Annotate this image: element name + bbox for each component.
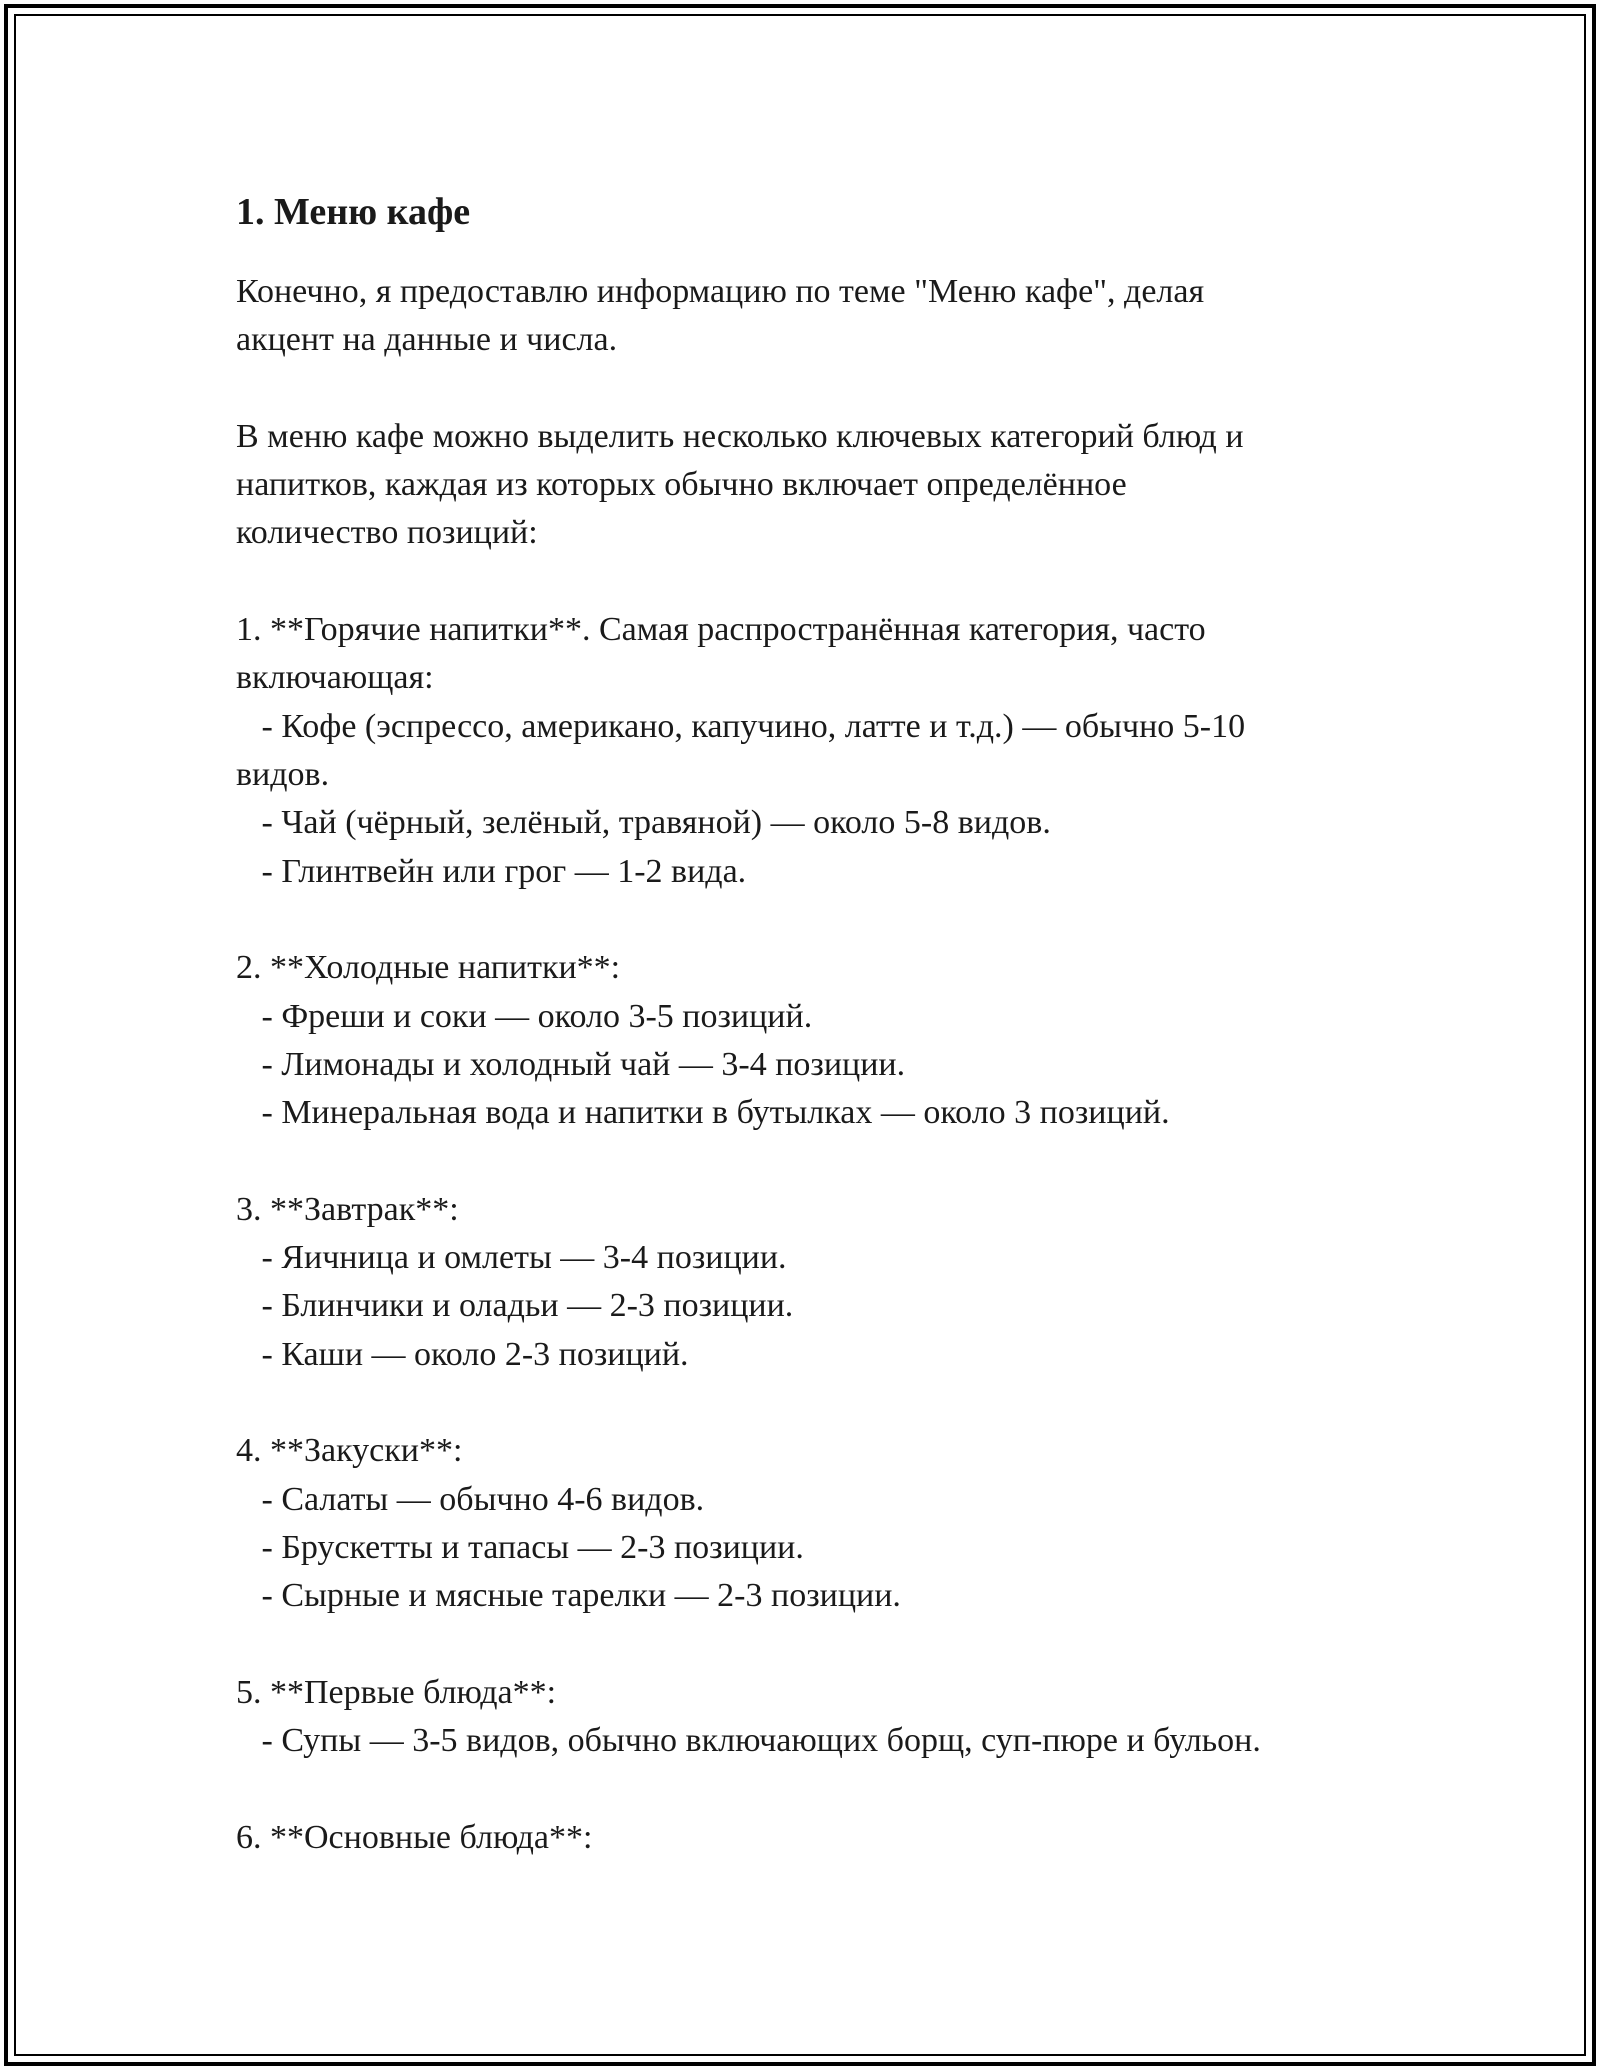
section-heading: 4. **Закуски**:: [236, 1432, 463, 1469]
intro-line: Конечно, я предоставлю информацию по теме "Меню кафе", делая: [236, 273, 1205, 310]
list-item: - Минеральная вода и напитки в бутылках — около 3 позиций.: [236, 1094, 1170, 1131]
document-title: 1. Меню кафе: [236, 191, 471, 233]
list-item: - Чай (чёрный, зелёный, травяной) — около 5-8 видов.: [236, 804, 1051, 841]
intro-line: акцент на данные и числа.: [236, 321, 618, 358]
list-item: - Фреши и соки — около 3-5 позиций.: [236, 998, 813, 1035]
list-item: - Блинчики и оладьи — 2-3 позиции.: [236, 1287, 794, 1324]
overview-line: количество позиций:: [236, 514, 538, 551]
list-item: - Каши — около 2-3 позиций.: [236, 1336, 689, 1373]
section-heading: 6. **Основные блюда**:: [236, 1819, 593, 1856]
section-heading: 1. **Горячие напитки**. Самая распространённая категория, часто: [236, 611, 1206, 648]
list-item: - Салаты — обычно 4-6 видов.: [236, 1481, 705, 1518]
overview-line: В меню кафе можно выделить несколько ключевых категорий блюд и: [236, 418, 1244, 455]
list-item: - Сырные и мясные тарелки — 2-3 позиции.: [236, 1577, 901, 1614]
list-item: - Яичница и омлеты — 3-4 позиции.: [236, 1239, 787, 1276]
section-heading: 2. **Холодные напитки**:: [236, 949, 621, 986]
list-item: - Глинтвейн или грог — 1-2 вида.: [236, 853, 747, 890]
list-item: - Лимонады и холодный чай — 3-4 позиции.: [236, 1046, 906, 1083]
section-heading: 3. **Завтрак**:: [236, 1191, 459, 1228]
list-item: - Брускетты и тапасы — 2-3 позиции.: [236, 1529, 804, 1566]
section-heading: включающая:: [236, 659, 434, 696]
section-heading: 5. **Первые блюда**:: [236, 1674, 557, 1711]
list-item: видов.: [236, 756, 330, 793]
list-item: - Супы — 3-5 видов, обычно включающих борщ, суп-пюре и бульон.: [236, 1722, 1261, 1759]
list-item: - Кофе (эспрессо, американо, капучино, латте и т.д.) — обычно 5-10: [236, 708, 1246, 745]
overview-line: напитков, каждая из которых обычно включает определённое: [236, 466, 1127, 503]
